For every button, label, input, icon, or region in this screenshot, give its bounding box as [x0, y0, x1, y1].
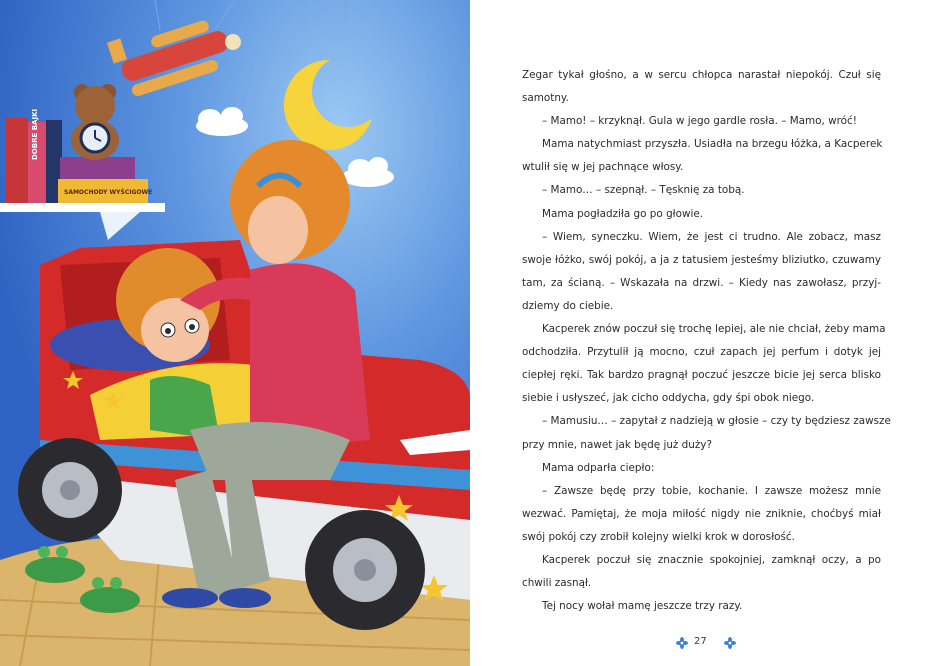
story-text [522, 64, 891, 618]
text-line: Mama pogładziła go po głowie. [542, 207, 704, 220]
text-line: – Mamo! – krzyknął. Gula w jego gardle rosła. – Mamo, wróć! [542, 115, 857, 128]
text-line: Mama natychmiast przyszła. Usiadła na brzegu łóżka, a Kacperek [542, 138, 883, 151]
book-title-horizontal: SAMOCHODY WYŚCIGOWE [64, 189, 153, 196]
text-line: wtulił się w jej pachnące włosy. [522, 161, 684, 174]
book-title-vertical: DOBRE BAJKI [31, 108, 39, 160]
text-line: siebie i usłyszeć, jak cicho oddycha, gdy śpi obok niego. [522, 392, 815, 405]
text-page [470, 0, 935, 666]
text-line: samotny. [522, 92, 569, 105]
text-line: Kacperek znów poczuł się trochę lepiej, ale nie chciał, żeby mama [542, 323, 886, 336]
text-line: swój pokój czy zrobił kolejny wielki krok w dorosłość. [522, 530, 795, 543]
flower-ornament-icon [724, 637, 736, 649]
text-line: Kacperek poczuł się znacznie spokojniej, zamknął oczy, a po [542, 553, 881, 566]
page-footer [470, 636, 935, 654]
text-line: – Wiem, syneczku. Wiem, że jest ci trudno. Ale zobacz, masz [542, 230, 881, 243]
text-line: dziemy do ciebie. [522, 299, 614, 312]
text-line: – Mamo… – szepnął. – Tęsknię za tobą. [542, 184, 745, 197]
wall-shelf [0, 203, 165, 212]
text-line: – Mamusiu… – zapytał z nadzieją w głosie – czy ty będziesz zawsze [542, 415, 891, 428]
text-line: Mama odparła ciepło: [542, 461, 655, 474]
text-line: Tej nocy wołał mamę jeszcze trzy razy. [542, 600, 743, 613]
text-line: Zegar tykał głośno, a w sercu chłopca narastał niepokój. Czuł się [522, 69, 881, 81]
flower-ornament-icon [676, 637, 688, 649]
text-line: tam, za ścianą. – Wskazała na drzwi. – Kiedy nas zawołasz, przyj- [522, 276, 881, 289]
text-line: chwili zasnął. [522, 577, 592, 590]
page-number: 27 [694, 636, 707, 647]
text-line: przy mnie, nawet jak będę już duży? [522, 438, 712, 451]
text-line: odchodziła. Przytulił ją mocno, czuł zapach jej perfum i dotyk jej [522, 346, 881, 359]
text-line: swoje łóżko, swój pokój, a ja z tatusiem jesteśmy bliziutko, czuwamy [522, 253, 881, 266]
text-line: – Zawsze będę przy tobie, kochanie. I zawsze możesz mnie [542, 484, 881, 497]
text-line: ciepłej ręki. Tak bardzo pragnął poczuć jeszcze bicie jej serca blisko [522, 369, 881, 382]
text-line: wezwać. Pamiętaj, że moja miłość nigdy nie zniknie, choćbyś miał [522, 507, 881, 520]
